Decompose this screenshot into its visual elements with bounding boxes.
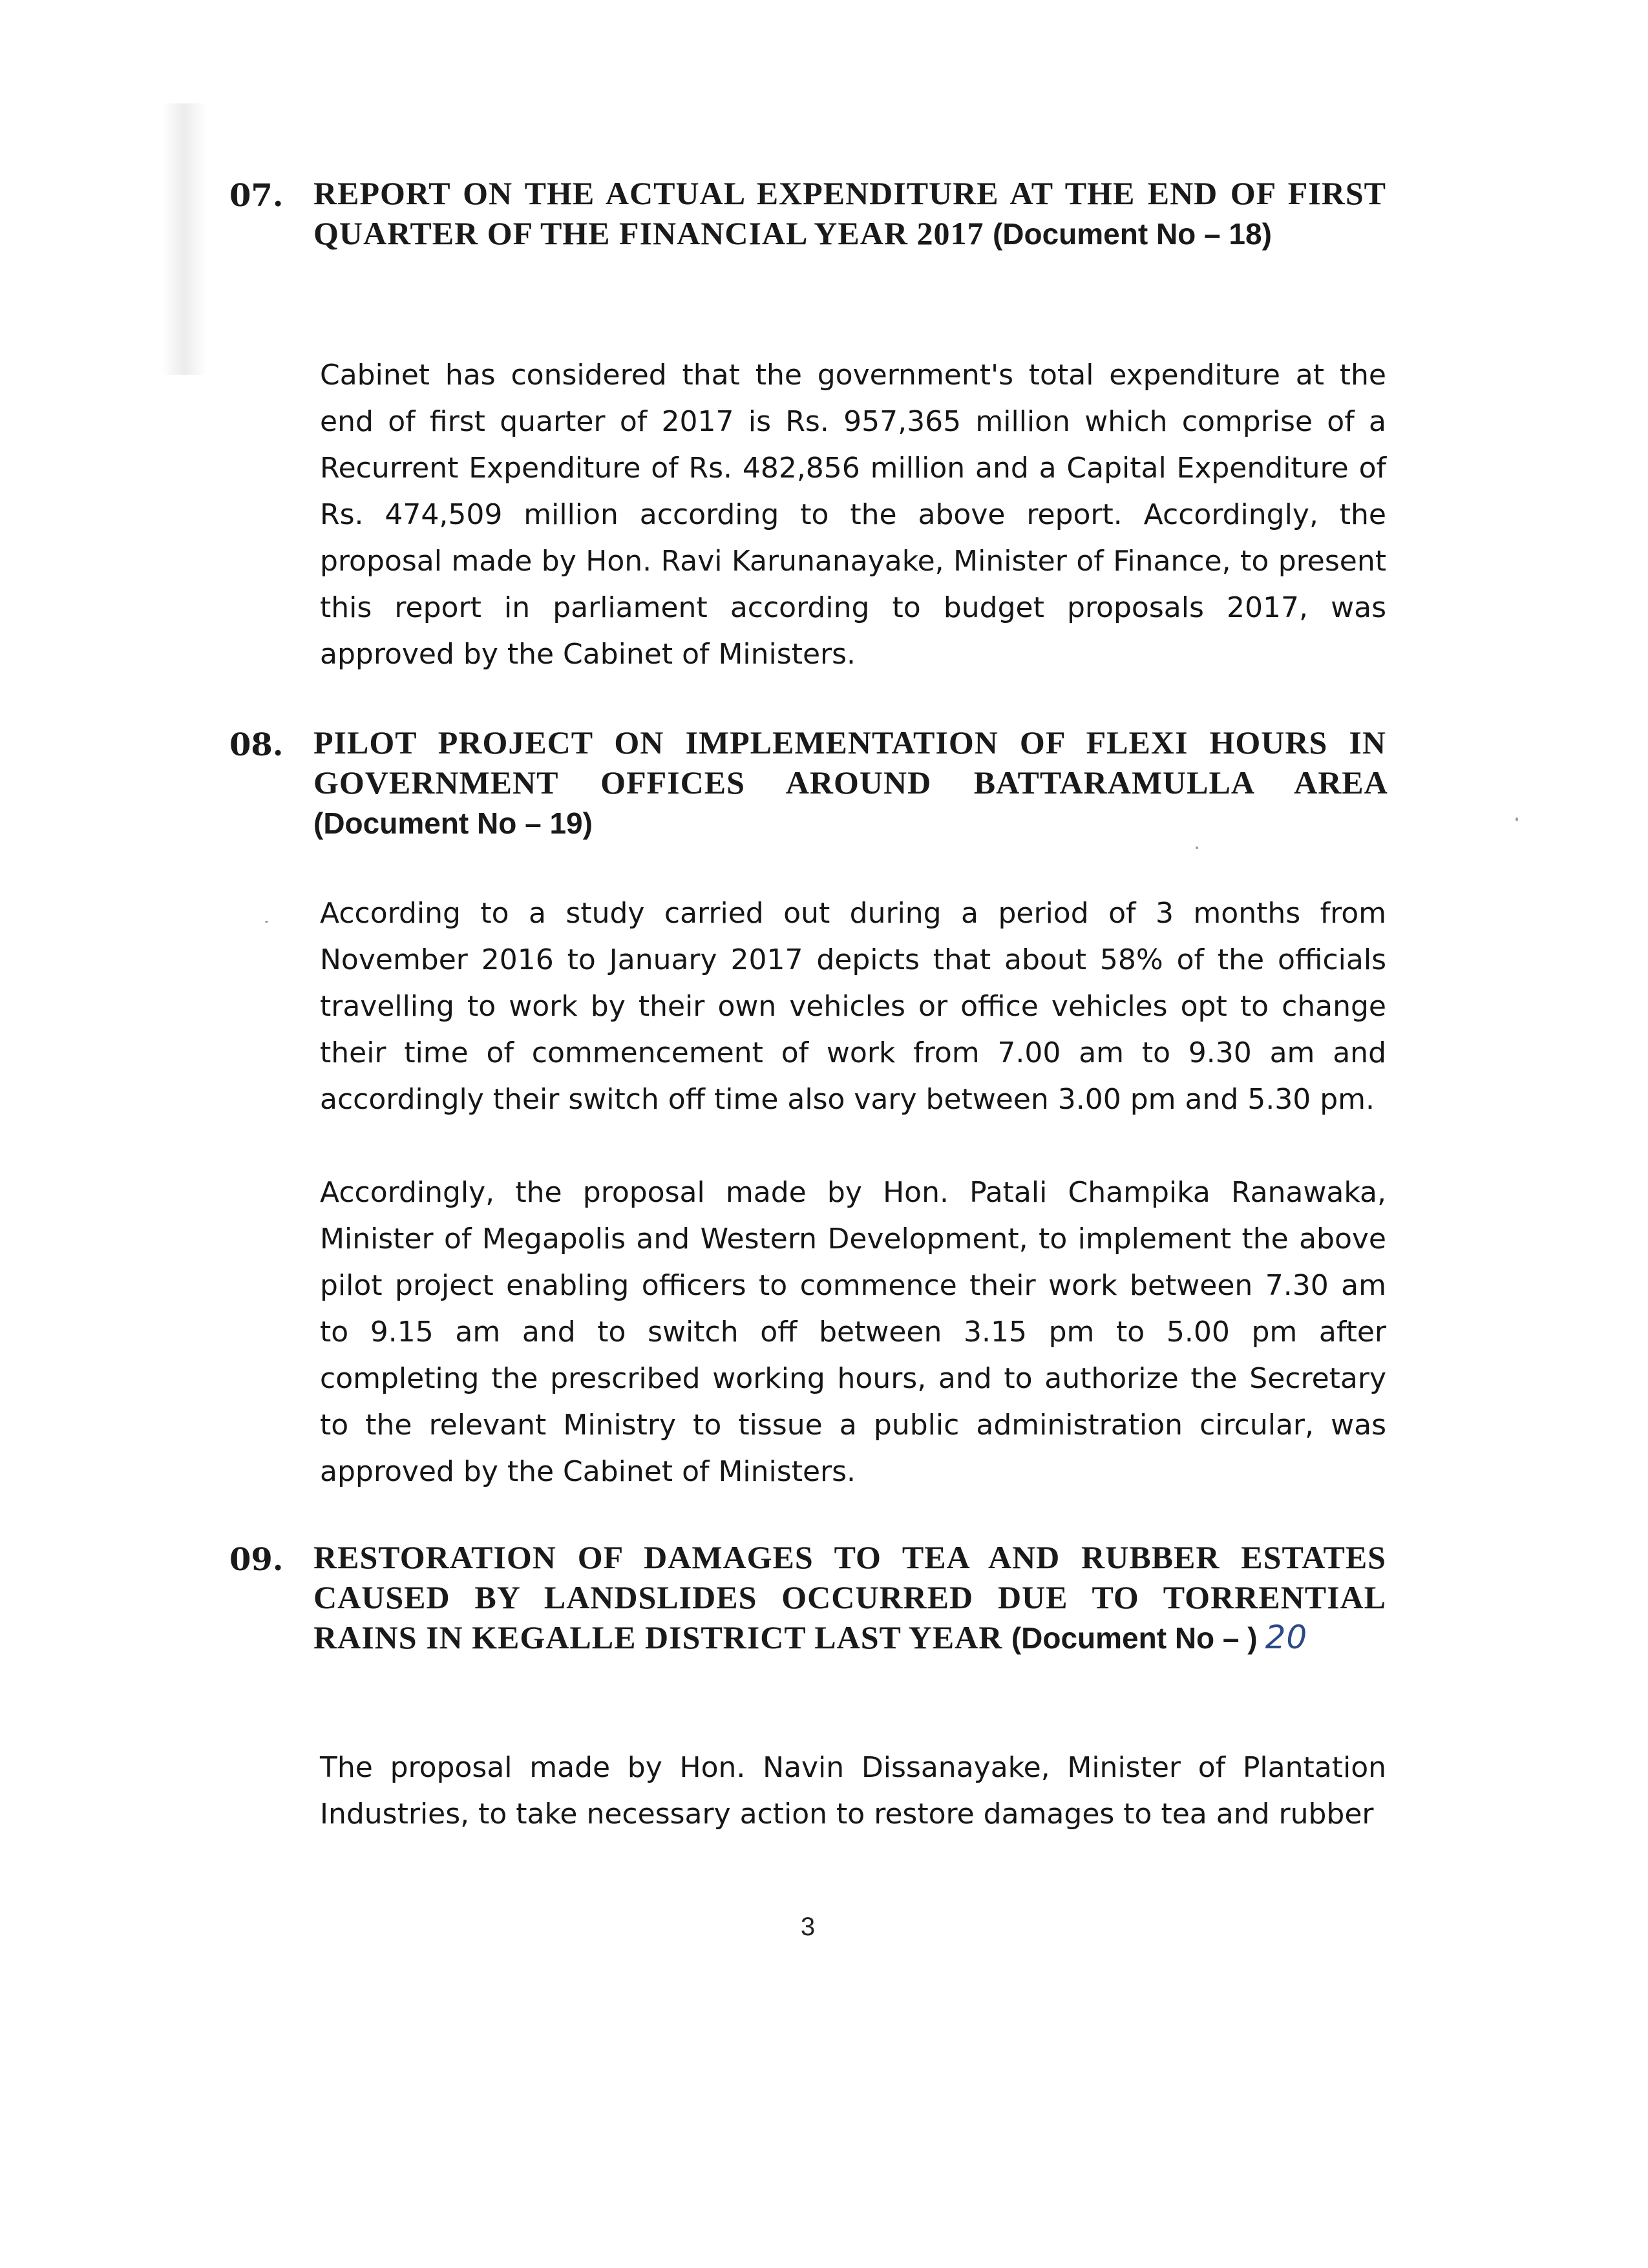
section-title-text: PILOT PROJECT ON IMPLEMENTATION OF FLEXI HOURS IN GOVERNMENT OFFICES AROUND BATTARAMULLA AREA [313, 724, 1386, 801]
section-title [313, 173, 1386, 254]
document-reference: (Document No – 19) [313, 806, 593, 840]
section-paragraph: According to a study carried out during a period of 3 months from November 2016 to January 2017 depicts that about 58% of the officials travelling to work by their own vehicles or office vehicles opt to change their time of commencement of work from 7.00 am to 9.30 am and accordingly their switch off time also vary between 3.00 pm and 5.30 pm. [320, 897, 1386, 1116]
scan-shadow [162, 103, 207, 375]
section-number: 07. [229, 178, 284, 214]
handwritten-document-number: 20 [1265, 1619, 1308, 1656]
section-title [313, 1537, 1386, 1658]
document-reference: (Document No – 18) [992, 217, 1272, 251]
section-paragraph: Accordingly, the proposal made by Hon. Patali Champika Ranawaka, Minister of Megapolis and Western Development, to implement the above pilot project enabling officers to commence their work between 7.30 am to 9.15 am and to switch off between 3.15 pm to 5.00 pm after completing the prescribed working hours, and to authorize the Secretary to the relevant Ministry to tissue a public administration circular, was approved by the Cabinet of Ministers. [320, 1176, 1386, 1488]
section-number: 08. [229, 727, 284, 763]
section-title-text: REPORT ON THE ACTUAL EXPENDITURE AT THE END OF FIRST QUARTER OF THE FINANCIAL YEAR 2017 [313, 175, 1386, 251]
scan-speck [1516, 817, 1518, 821]
section-paragraph: The proposal made by Hon. Navin Dissanayake, Minister of Plantation Industries, to take necessary action to restore damages to tea and rubber [320, 1751, 1386, 1831]
page-number: 3 [800, 1913, 816, 1941]
section-title-text: RESTORATION OF DAMAGES TO TEA AND RUBBER ESTATES CAUSED BY LANDSLIDES OCCURRED DUE TO TORRENTIAL RAINS IN KEGALLE DISTRICT LAST YEAR [313, 1539, 1386, 1655]
section-paragraph: Cabinet has considered that the government's total expenditure at the end of first quarter of 2017 is Rs. 957,365 million which comprise of a Recurrent Expenditure of Rs. 482,856 million and a Capital Expenditure of Rs. 474,509 million according to the above report. Accordingly, the proposal made by Hon. Ravi Karunanayake, Minister of Finance, to present this report in parliament according to budget proposals 2017, was approved by the Cabinet of Ministers. [320, 359, 1386, 671]
document-reference: (Document No – ) [1011, 1621, 1258, 1655]
section-title [313, 722, 1386, 843]
section-number: 09. [229, 1542, 284, 1578]
scan-speck [265, 921, 268, 923]
scan-speck [1196, 846, 1198, 849]
